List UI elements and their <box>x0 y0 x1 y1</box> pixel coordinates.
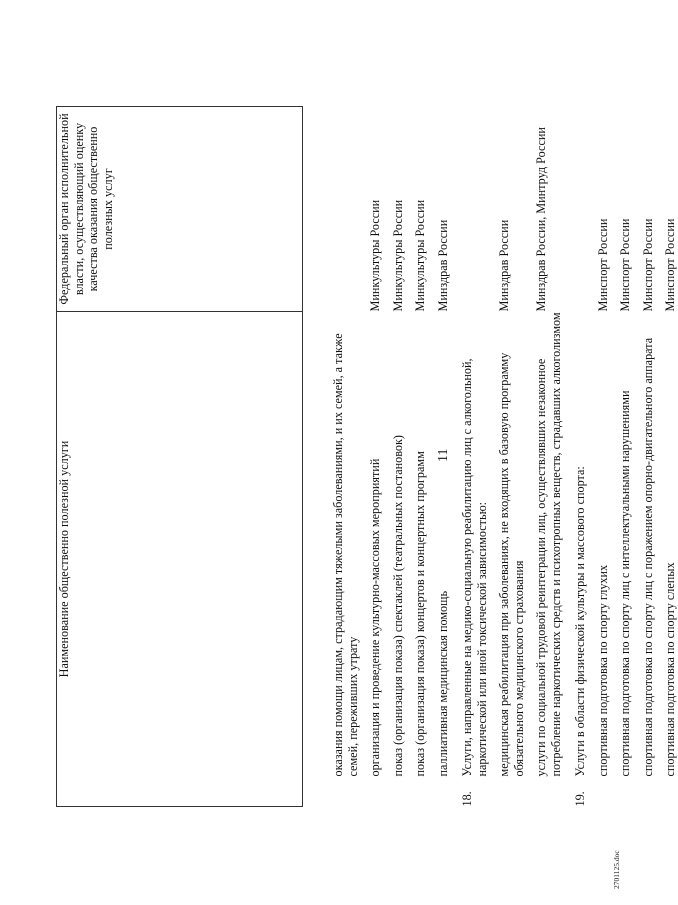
service-name: паллиативная медицинская помощь <box>435 590 450 777</box>
authority-name: Минспорт России <box>663 218 677 312</box>
row-number <box>303 777 369 807</box>
service-name: спортивная подготовка по спорту слепых <box>663 562 677 777</box>
table-row <box>413 107 436 807</box>
services-table <box>56 106 678 807</box>
table-row <box>303 107 369 807</box>
page-number: 11 <box>436 448 451 462</box>
service-name: спортивная подготовка по спорту лиц с поражением опорно-двигательного аппарата <box>640 337 655 777</box>
row-number <box>596 777 619 807</box>
authority-name: Минкультуры России <box>413 199 427 312</box>
table-row <box>573 107 596 807</box>
row-number <box>368 777 391 807</box>
row-number <box>534 777 573 807</box>
row-number <box>618 777 641 807</box>
service-name: организация и проведение культурно-массовых мероприятий <box>368 458 382 777</box>
row-number <box>663 777 678 807</box>
authority-name: Минздрав России, Минтруд России <box>534 127 548 312</box>
authority-name: Минздрав России <box>497 219 511 312</box>
row-number <box>436 777 461 807</box>
table-row <box>596 107 619 807</box>
authority-name <box>573 107 596 312</box>
row-number: 19. <box>573 791 587 807</box>
table-row <box>534 107 573 807</box>
table-row <box>618 107 641 807</box>
service-name: Услуги, направленные на медико-социальную реабилитацию лиц с алкогольной, наркотической или иной токсической зависимостью: <box>460 358 489 777</box>
service-name: показ (организация показа) спектаклей (театральных постановок) <box>390 435 405 777</box>
authority-name: Минспорт России <box>640 218 655 312</box>
row-number: 18. <box>460 791 474 807</box>
header-authority: Федеральный орган исполнительной власти, осуществляющий оценку качества оказания общественно полезных услуг <box>57 107 303 312</box>
row-number <box>391 777 414 807</box>
table-header-row <box>57 107 303 807</box>
authority-name: Минкультуры России <box>368 199 382 312</box>
table-row <box>436 107 461 807</box>
table-row <box>641 107 664 807</box>
table-row <box>460 107 497 807</box>
authority-name: Минздрав России <box>435 219 450 312</box>
service-name: Услуги в области физической культуры и массового спорта: <box>573 466 587 777</box>
service-name: медицинская реабилитация при заболеваниях, не входящих в базовую программу обязательного медицинского страхования <box>497 352 526 777</box>
table-row <box>497 107 534 807</box>
table-row <box>663 107 678 807</box>
authority-name <box>303 107 369 312</box>
service-name: спортивная подготовка по спорту глухих <box>595 564 610 777</box>
service-name: оказания помощи лицам, страдающим тяжелыми заболеваниями, и их семей, а также семей, переживших утрату <box>331 333 360 777</box>
authority-name: Минспорт России <box>618 218 632 312</box>
authority-name: Минспорт России <box>595 218 610 312</box>
table-row <box>368 107 391 807</box>
service-name: спортивная подготовка по спорту лиц с интеллектуальными нарушениями <box>618 390 632 777</box>
row-number <box>497 777 534 807</box>
service-name: услуги по социальной трудовой реинтеграции лиц, осуществлявших незаконное потребление наркотических средств и психотропных веществ, страдавших алкоголизмом <box>534 312 563 777</box>
authority-name: Минкультуры России <box>390 199 405 312</box>
authority-name <box>460 107 497 312</box>
row-number <box>641 777 664 807</box>
header-service-name: Наименование общественно полезной услуги <box>57 312 303 807</box>
service-name: показ (организация показа) концертов и концертных программ <box>413 451 427 777</box>
table-row <box>391 107 414 807</box>
footer-file-code: 2701125.doc <box>612 850 621 889</box>
row-number <box>413 777 436 807</box>
